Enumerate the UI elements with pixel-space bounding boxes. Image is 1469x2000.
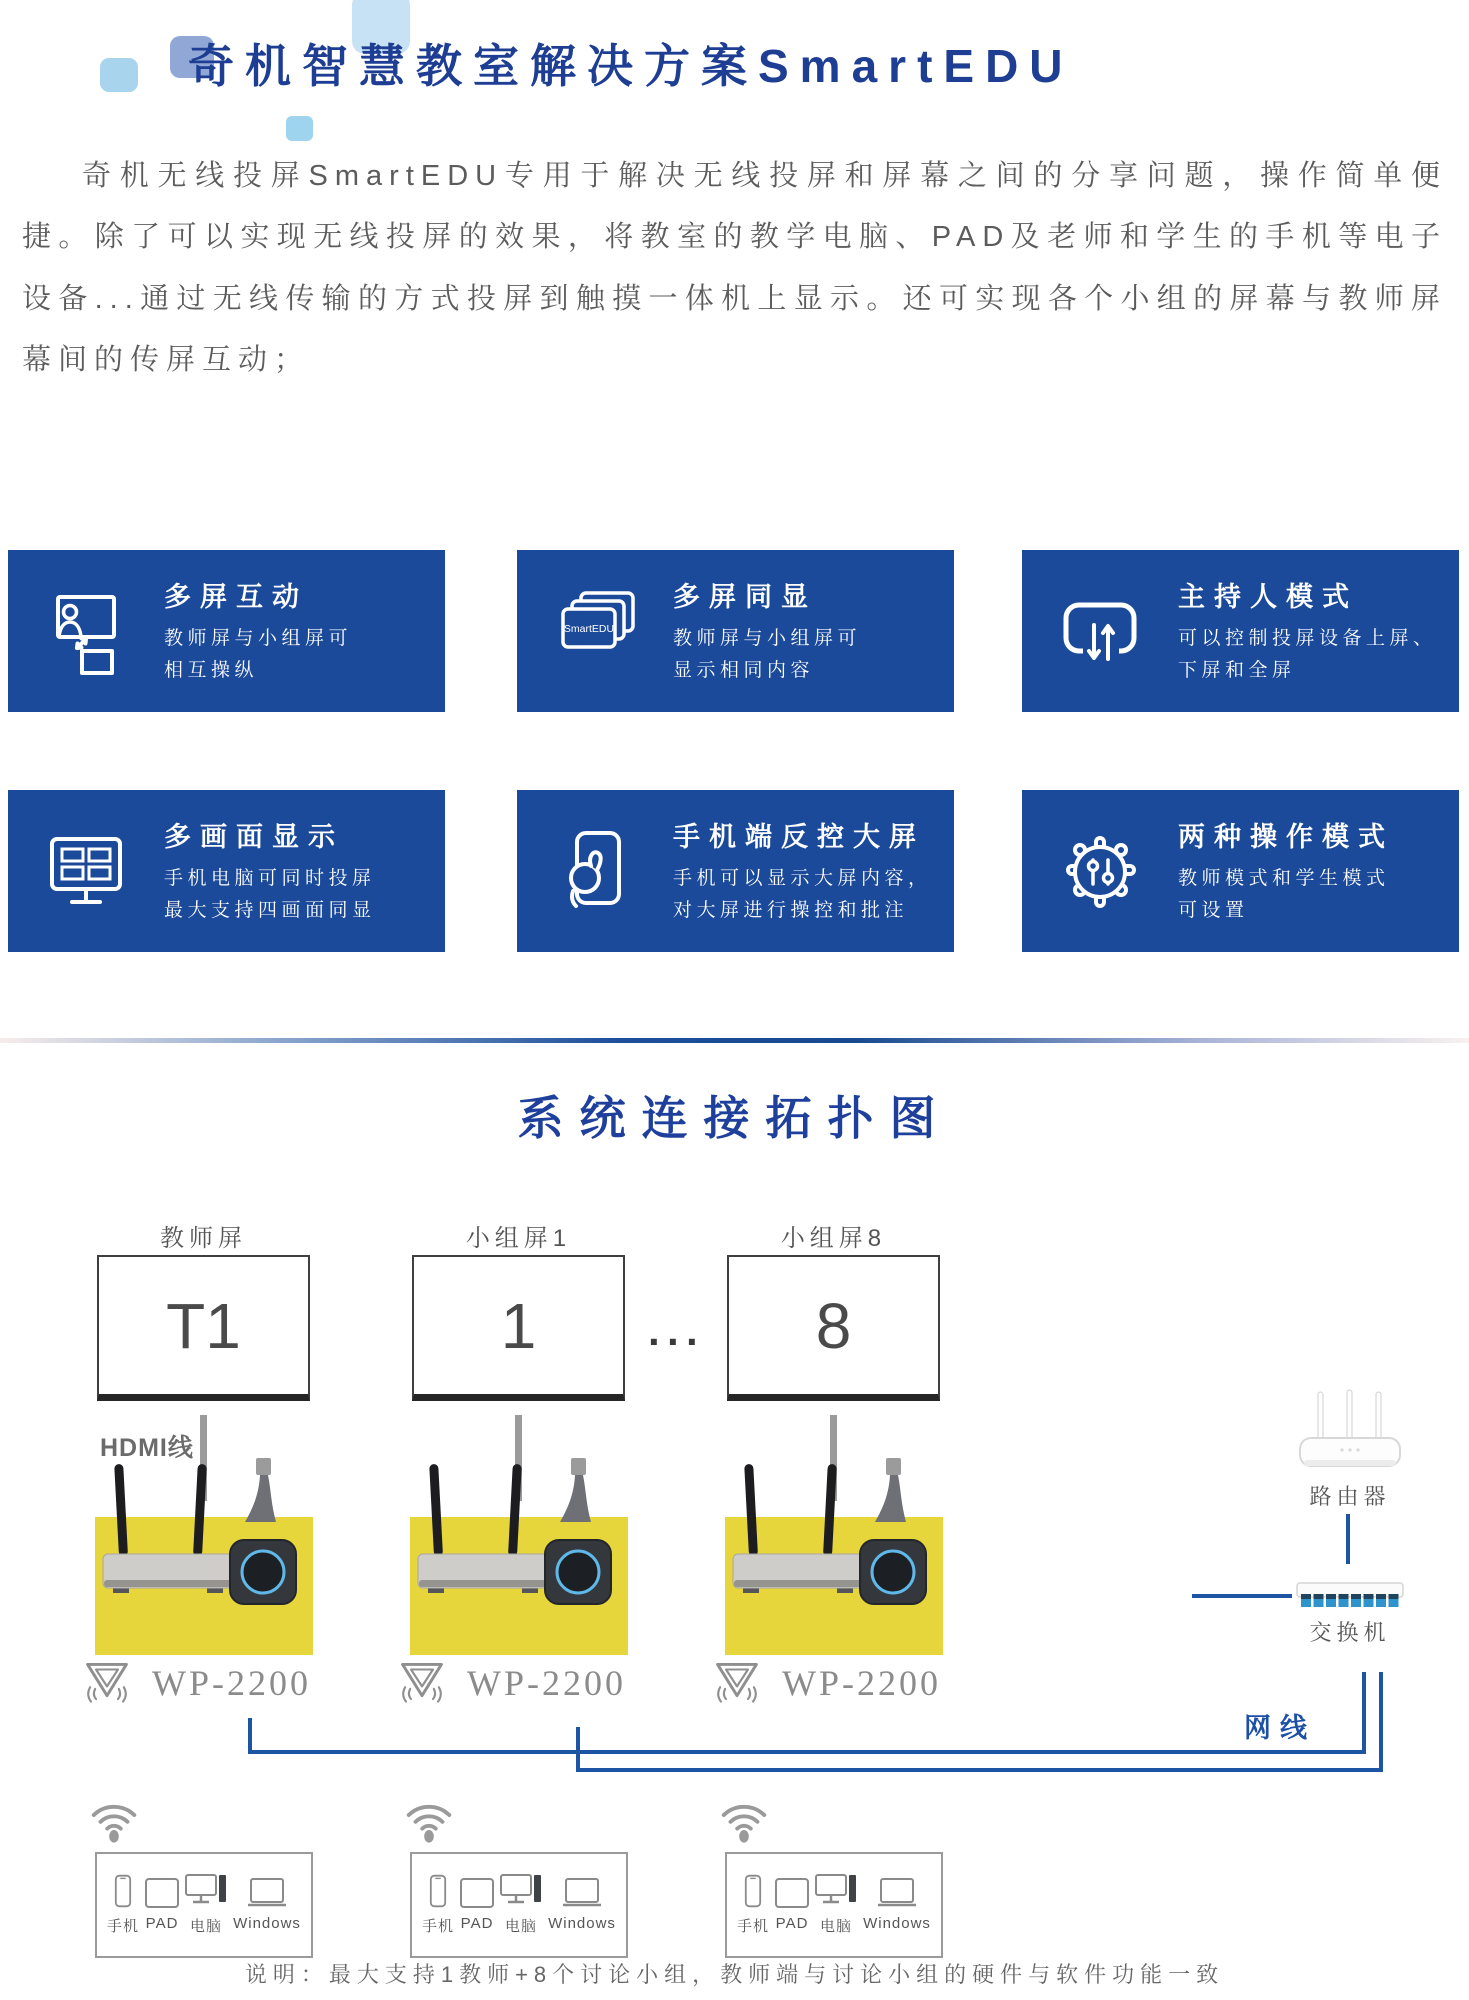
client-device-desktop: 电脑 [500,1874,542,1936]
desktop-icon [185,1874,227,1908]
feature-title: 多屏同显 [673,581,817,612]
switch-label: 交换机 [1309,1620,1391,1645]
client-device-pad: PAD [145,1878,179,1932]
router-switch-cable [1346,1514,1350,1564]
topology-title: 系统连接拓扑图 [517,1092,952,1144]
device-model-row [710,1658,941,1708]
client-device-windows: Windows [548,1878,616,1932]
tablet-icon [460,1878,494,1908]
svg-text:SmartEDU: SmartEDU [563,623,615,635]
feature-card-multi-picture [8,790,445,952]
stacked-screens-icon [545,581,645,681]
client-devices-box [725,1852,943,1958]
laptop-icon [877,1878,917,1908]
client-device-desktop: 电脑 [185,1874,227,1936]
client-device-pad: PAD [775,1878,809,1932]
wifi-icon [715,1790,773,1844]
more-screens-ellipsis: ··· [648,1318,705,1365]
wp-brand-icon [80,1658,134,1708]
tablet-icon [775,1878,809,1908]
network-cable [248,1750,1366,1754]
client-device-windows: Windows [863,1878,931,1932]
feature-title: 多屏互动 [164,581,308,612]
feature-title: 手机端反控大屏 [673,821,925,852]
wp-brand-icon [710,1658,764,1708]
gear-sliders-icon [1050,821,1150,921]
group-screen1-label: 小组屏1 [465,1225,572,1252]
network-cable [1362,1672,1366,1754]
desktop-icon [815,1874,857,1908]
feature-card-two-modes [1022,790,1459,952]
lan-cable-label: 网线 [1244,1713,1316,1743]
client-devices-box [410,1852,628,1958]
client-device-phone: 手机 [737,1874,769,1936]
client-device-phone: 手机 [422,1874,454,1936]
page-title: 奇机智慧教室解决方案SmartEDU [188,40,1074,92]
network-cable [1379,1672,1383,1772]
wireless-receiver-dongle-icon [725,1452,943,1655]
feature-desc: 手机电脑可同时投屏 最大支持四画面同显 [164,867,376,921]
feature-desc: 教师屏与小组屏可 显示相同内容 [673,627,862,681]
phone-icon [114,1874,132,1908]
phone-touch-icon [545,821,645,921]
phone-icon [429,1874,447,1908]
group-screen8-label: 小组屏8 [780,1225,887,1252]
router-icon [1290,1388,1410,1480]
teacher-screen-label: 教师屏 [160,1225,247,1252]
client-device-phone: 手机 [107,1874,139,1936]
feature-card-mirror-display [517,550,954,712]
laptop-icon [562,1878,602,1908]
wifi-icon [400,1790,458,1844]
router-label: 路由器 [1309,1484,1391,1509]
feature-desc: 手机可以显示大屏内容， 对大屏进行操控和批注 [673,867,932,921]
device-model-row [395,1658,626,1708]
client-device-desktop: 电脑 [815,1874,857,1936]
feature-desc: 教师屏与小组屏可 相互操纵 [164,627,353,681]
feature-desc: 可以控制投屏设备上屏、 下屏和全屏 [1178,627,1437,681]
topology-note: 说明：最大支持1教师+8个讨论小组，教师端与讨论小组的硬件与软件功能一致 [244,1962,1225,1987]
arrows-up-down-icon [1050,581,1150,681]
device-model-row [80,1658,311,1708]
tablet-icon [145,1878,179,1908]
network-cable [1192,1594,1292,1598]
hdmi-cable-label: HDMI线 [100,1434,194,1462]
client-devices-box [95,1852,313,1958]
group-monitor-8: 8 [727,1255,940,1401]
feature-card-multiscreen-interaction [8,550,445,712]
feature-card-phone-control [517,790,954,952]
feature-title: 两种操作模式 [1178,821,1394,852]
client-device-windows: Windows [233,1878,301,1932]
feature-title: 多画面显示 [164,821,344,852]
feature-title: 主持人模式 [1178,581,1358,612]
quad-grid-monitor-icon [36,821,136,921]
device-model-label: WP-2200 [152,1663,311,1703]
desktop-icon [500,1874,542,1908]
feature-desc: 教师模式和学生模式 可设置 [1178,867,1390,921]
intro-paragraph: 奇机无线投屏SmartEDU专用于解决无线投屏和屏幕之间的分享问题，操作简单便捷。除了可以实现无线投屏的效果，将教室的教学电脑、PAD及老师和学生的手机等电子设备...通过无线传输的方式投屏到触摸一体机上显示。还可实现各个小组的屏幕与教师屏幕间的传屏互动； [22,160,1447,377]
deco-square [100,58,138,92]
group-monitor-1: 1 [412,1255,625,1401]
switch-icon [1296,1582,1404,1612]
phone-icon [744,1874,762,1908]
teacher-monitor: T1 [97,1255,310,1401]
device-model-label: WP-2200 [467,1663,626,1703]
wifi-icon [85,1790,143,1844]
teacher-screens-swap-icon [36,581,136,681]
deco-square [286,116,313,141]
feature-card-host-mode [1022,550,1459,712]
section-divider [0,1038,1469,1043]
topology-diagram [0,1180,1469,2000]
laptop-icon [247,1878,287,1908]
wp-brand-icon [395,1658,449,1708]
wireless-receiver-dongle-icon [410,1452,628,1655]
network-cable [248,1718,252,1754]
wireless-receiver-dongle-icon [95,1452,313,1655]
device-model-label: WP-2200 [782,1663,941,1703]
network-cable [576,1768,1383,1772]
client-device-pad: PAD [460,1878,494,1932]
